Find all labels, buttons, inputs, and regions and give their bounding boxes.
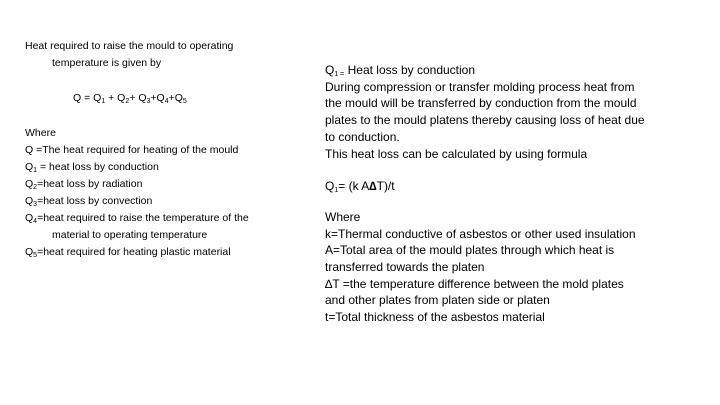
- paragraph-line: During compression or transfer molding process heat from: [325, 79, 635, 94]
- formula-symbol: Q: [325, 179, 335, 194]
- variable-definition: transferred towards the platen: [325, 260, 485, 275]
- formula-post: T)/t: [376, 179, 395, 194]
- conduction-heading: [325, 62, 695, 79]
- formula-subscript: 1: [334, 187, 339, 195]
- equation-term-4: +Q: [168, 92, 183, 104]
- intro-line-2: temperature is given by: [52, 57, 162, 69]
- definition-q4: [25, 210, 280, 227]
- paragraph-line: This heat loss can be calculated by using formula: [325, 146, 588, 161]
- definition-subscript: 5: [33, 252, 38, 259]
- definition-subscript: 1: [33, 167, 38, 174]
- definition-text: =The heat required for heating of the mould: [33, 144, 239, 156]
- paragraph-line: plates to the mould platens thereby causing loss of heat due: [325, 113, 645, 128]
- equation-term-3: +Q: [150, 92, 165, 104]
- equation-term-1: + Q: [105, 92, 126, 104]
- left-column: [25, 38, 280, 261]
- conduction-formula: [325, 178, 695, 195]
- equation-sub-4: 4: [164, 98, 169, 105]
- formula-pre: = (k A: [338, 179, 370, 194]
- definition-text: =heat required to raise the temperature of the: [37, 212, 249, 224]
- paragraph-line: to conduction.: [325, 129, 400, 144]
- paragraph-line: the mould will be transferred by conduction from the mould: [325, 96, 637, 111]
- definition-q2: [25, 176, 280, 193]
- definition-symbol: Q: [25, 212, 34, 224]
- definition-symbol: Q: [25, 246, 34, 258]
- heading-text: Heat loss by conduction: [344, 63, 476, 77]
- variable-definition: and other plates from platen side or platen: [325, 293, 550, 308]
- intro-line-1: Heat required to raise the mould to operating: [25, 40, 234, 52]
- definition-text: =heat required for heating plastic material: [37, 246, 231, 258]
- heading-subscript: 1 =: [334, 71, 345, 78]
- equation-sub-2: 2: [125, 98, 130, 105]
- definition-symbol: Q: [25, 161, 34, 173]
- definition-q: [25, 142, 280, 159]
- definition-subscript: 3: [33, 201, 38, 208]
- delta-icon: ∆: [369, 179, 377, 194]
- variable-definition: k=Thermal conductive of asbestos or other used insulation: [325, 226, 636, 241]
- equation-term-2: + Q: [129, 92, 147, 104]
- definition-subscript: 2: [33, 184, 38, 191]
- where-label: Where: [25, 127, 56, 139]
- heat-equation: [25, 90, 280, 107]
- equation-sub-1: 1: [101, 98, 106, 105]
- definition-symbol: Q: [25, 195, 34, 207]
- right-column: [325, 62, 695, 326]
- definition-text: =heat loss by radiation: [37, 178, 143, 190]
- definition-q1: [25, 159, 280, 176]
- definition-text: = heat loss by conduction: [37, 161, 159, 173]
- variable-definition: A=Total area of the mould plates through which heat is: [325, 243, 615, 258]
- definition-q5: [25, 244, 280, 261]
- definition-symbol: Q: [25, 144, 34, 156]
- definition-q3: [25, 193, 280, 210]
- equation-lhs: Q = Q: [73, 92, 102, 104]
- equation-sub-3: 3: [146, 98, 151, 105]
- definition-text: =heat loss by convection: [37, 195, 153, 207]
- definition-subscript: 4: [33, 218, 38, 225]
- equation-sub-5: 5: [182, 98, 187, 105]
- heading-symbol: Q: [325, 63, 335, 77]
- definition-q4-continued: material to operating temperature: [52, 229, 208, 241]
- variable-definition: ∆T =the temperature difference between the mold plates: [325, 276, 624, 291]
- definition-symbol: Q: [25, 178, 34, 190]
- variable-definition: t=Total thickness of the asbestos material: [325, 310, 545, 325]
- where-label: Where: [325, 209, 361, 224]
